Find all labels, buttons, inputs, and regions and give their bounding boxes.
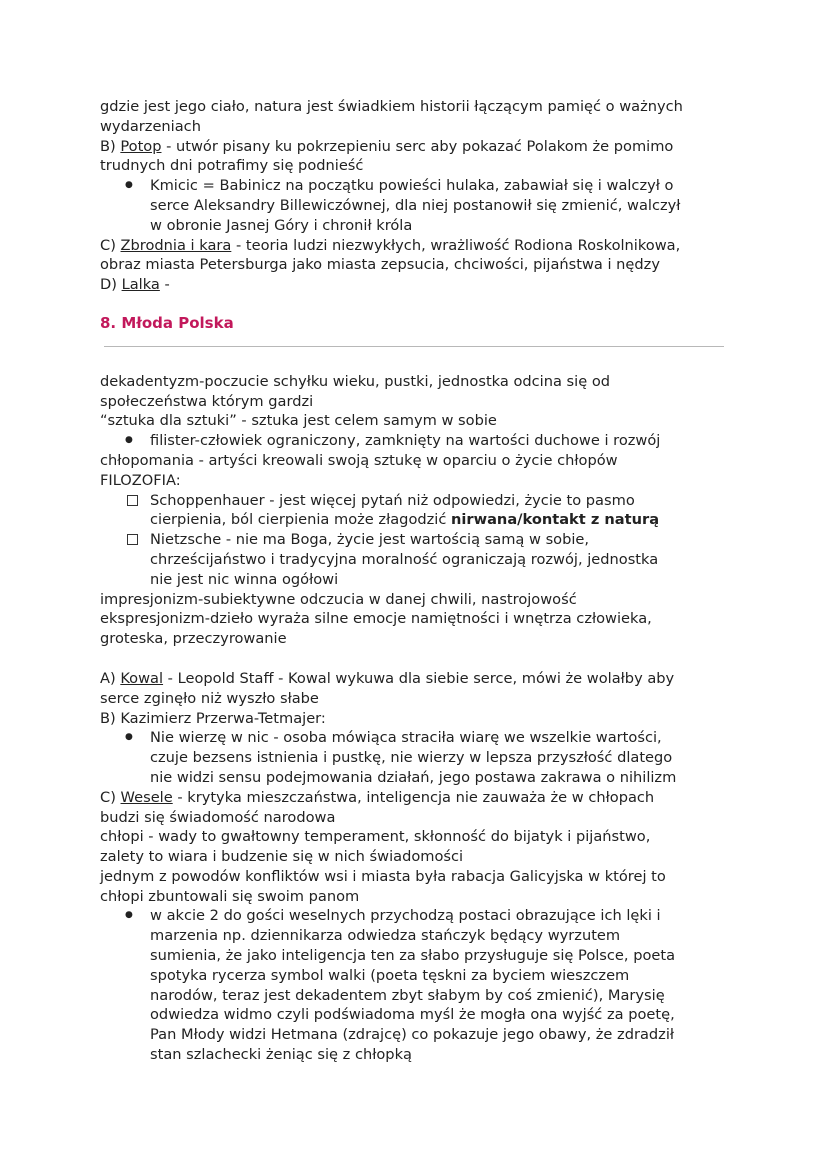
list-item-line: odwiedza widmo czyli podświadoma myśl że mogła ona wyjść za poetę, <box>150 1006 675 1024</box>
intro-line: wydarzeniach <box>100 117 201 135</box>
entry-text: - <box>159 276 170 294</box>
spacer <box>100 347 728 372</box>
list-item-line: spotyka rycerza symbol walki (poeta tęskni za byciem wieszczem <box>150 966 630 984</box>
potop-line: trudnych dni potrafimy się podnieść <box>100 157 364 175</box>
list-item-line: marzenia np. dziennikarza odwiedza stańczyk będący wyrzutem <box>150 927 621 945</box>
entry-text: - krytyka mieszczaństwa, inteligencja nie zauważa że w chłopach <box>172 788 655 806</box>
checkbox[interactable] <box>127 495 138 506</box>
list-item-text: cierpienia, ból cierpienia może złagodzić <box>150 511 452 529</box>
chlopi-line: chłopi - wady to gwałtowny temperament, skłonność do bijatyk i pijaństwo, <box>100 828 651 846</box>
entry-text: - Leopold Staff - Kowal wykuwa dla siebie serce, mówi że wolałby aby <box>163 669 675 687</box>
list-item-line: nie jest nic winna ogółowi <box>150 570 339 588</box>
list-item <box>100 431 728 451</box>
list-item-line: Schoppenhauer - jest więcej pytań niż odpowiedzi, życie to pasmo <box>150 491 635 509</box>
list-item-line: narodów, teraz jest dekadentem zbyt słabym by coś zmienić), Marysię <box>150 986 665 1004</box>
impresjonizm-line: impresjonizm-subiektywne odczucia w danej chwili, nastrojowość <box>100 590 577 608</box>
checkbox[interactable] <box>127 534 138 545</box>
list-item-line: stan szlachecki żeniąc się z chłopką <box>150 1046 412 1064</box>
lalka-entry <box>100 275 728 295</box>
list-item-line: w obronie Jasnej Góry i chronił króla <box>150 216 413 234</box>
entry-prefix: A) <box>100 669 121 687</box>
intro-line: gdzie jest jego ciało, natura jest świadkiem historii łączącym pamięć o ważnych <box>100 98 683 115</box>
dekadentyzm-line: dekadentyzm-poczucie schyłku wieku, pustki, jednostka odcina się od <box>100 372 611 390</box>
list-item-line: serce Aleksandry Billewiczównej, dla niej postanowił się zmienić, walczył <box>150 196 681 214</box>
spacer <box>100 649 728 669</box>
rabacja-line: chłopi zbuntowali się swoim panom <box>100 887 360 905</box>
entry-prefix: C) <box>100 788 121 806</box>
entry-text: - utwór pisany ku pokrzepieniu serc aby pokazać Polakom że pomimo <box>161 137 674 155</box>
checklist <box>100 491 728 590</box>
list-item-line: ● filister-człowiek ograniczony, zamknięty na wartości duchowe i rozwój <box>150 432 661 450</box>
checklist-item <box>100 491 728 531</box>
zbrodnia-entry <box>100 236 728 256</box>
chlopi-line: zalety to wiara i budzenie się w nich świadomości <box>100 848 464 866</box>
list-item-line: nie widzi sensu podejmowania działań, jego postawa zakrawa o nihilizm <box>150 768 677 786</box>
zbrodnia-link[interactable]: Zbrodnia i kara <box>120 236 232 254</box>
rabacja-line: jednym z powodów konfliktów wsi i miasta była rabacja Galicyjska w której to <box>100 867 666 885</box>
lalka-link[interactable]: Lalka <box>121 276 160 294</box>
list-item-line <box>150 510 728 530</box>
wesele-list <box>100 906 728 1064</box>
entry-prefix: C) <box>100 236 121 254</box>
bold-text: nirwana/kontakt z naturą <box>451 511 660 529</box>
list-item-line: ● Nie wierzę w nic - osoba mówiąca straciła wiarę we wszelkie wartości, <box>150 729 662 747</box>
tetmajer-entry: B) Kazimierz Przerwa-Tetmajer: <box>100 709 326 727</box>
wesele-line: budzi się świadomość narodowa <box>100 808 336 826</box>
list-item-line: Pan Młody widzi Hetmana (zdrajcę) co pokazuje jego obawy, że zdradził <box>150 1026 675 1044</box>
ekspresjonizm-line: ekspresjonizm-dzieło wyraża silne emocje namiętności i wnętrza człowieka, <box>100 610 652 628</box>
list-item <box>100 176 728 235</box>
checklist-item <box>100 530 728 589</box>
kowal-line: serce zginęło niż wyszło słabe <box>100 689 319 707</box>
zbrodnia-line: obraz miasta Petersburga jako miasta zepsucia, chciwości, pijaństwa i nędzy <box>100 256 660 274</box>
entry-prefix: D) <box>100 276 122 294</box>
potop-list <box>100 176 728 235</box>
list-item-line: ● w akcie 2 do gości weselnych przychodzą postaci obrazujące ich lęki i <box>150 907 661 925</box>
list-item-line: Nietzsche - nie ma Boga, życie jest wartością samą w sobie, <box>150 531 590 549</box>
list-item-line: chrześcijaństwo i tradycyjna moralność ograniczają rozwój, jednostka <box>150 550 659 568</box>
list-item-line: ● Kmicic = Babinicz na początku powieści hulaka, zabawiał się i walczył o <box>150 177 674 195</box>
sztuka-line: “sztuka dla sztuki” - sztuka jest celem samym w sobie <box>100 412 497 430</box>
wesele-entry <box>100 788 728 808</box>
filister-list <box>100 431 728 451</box>
list-item-line: sumienia, że jako inteligencja ten za słabo przysługuje się Polsce, poeta <box>150 947 676 965</box>
wesele-link[interactable]: Wesele <box>120 788 173 806</box>
potop-entry <box>100 137 728 157</box>
ekspresjonizm-line: groteska, przeczyrowanie <box>100 630 287 648</box>
list-item-line: czuje bezsens istnienia i pustkę, nie wierzy w lepsza przyszłość dlatego <box>150 749 673 767</box>
list-item <box>100 906 728 1064</box>
section-heading: 8. Młoda Polska <box>100 313 234 332</box>
entry-prefix: B) <box>100 137 121 155</box>
dekadentyzm-line: społeczeństwa którym gardzi <box>100 392 314 410</box>
list-item <box>100 728 728 787</box>
entry-text: - teoria ludzi niezwykłych, wrażliwość Rodiona Roskolnikowa, <box>231 236 681 254</box>
filozofia-label: FILOZOFIA: <box>100 471 181 489</box>
kowal-entry <box>100 669 728 689</box>
kowal-link[interactable]: Kowal <box>120 669 164 687</box>
chlopomania-line: chłopomania - artyści kreowali swoją sztukę w oparciu o życie chłopów <box>100 451 618 469</box>
potop-link[interactable]: Potop <box>120 137 162 155</box>
tetmajer-list <box>100 728 728 787</box>
